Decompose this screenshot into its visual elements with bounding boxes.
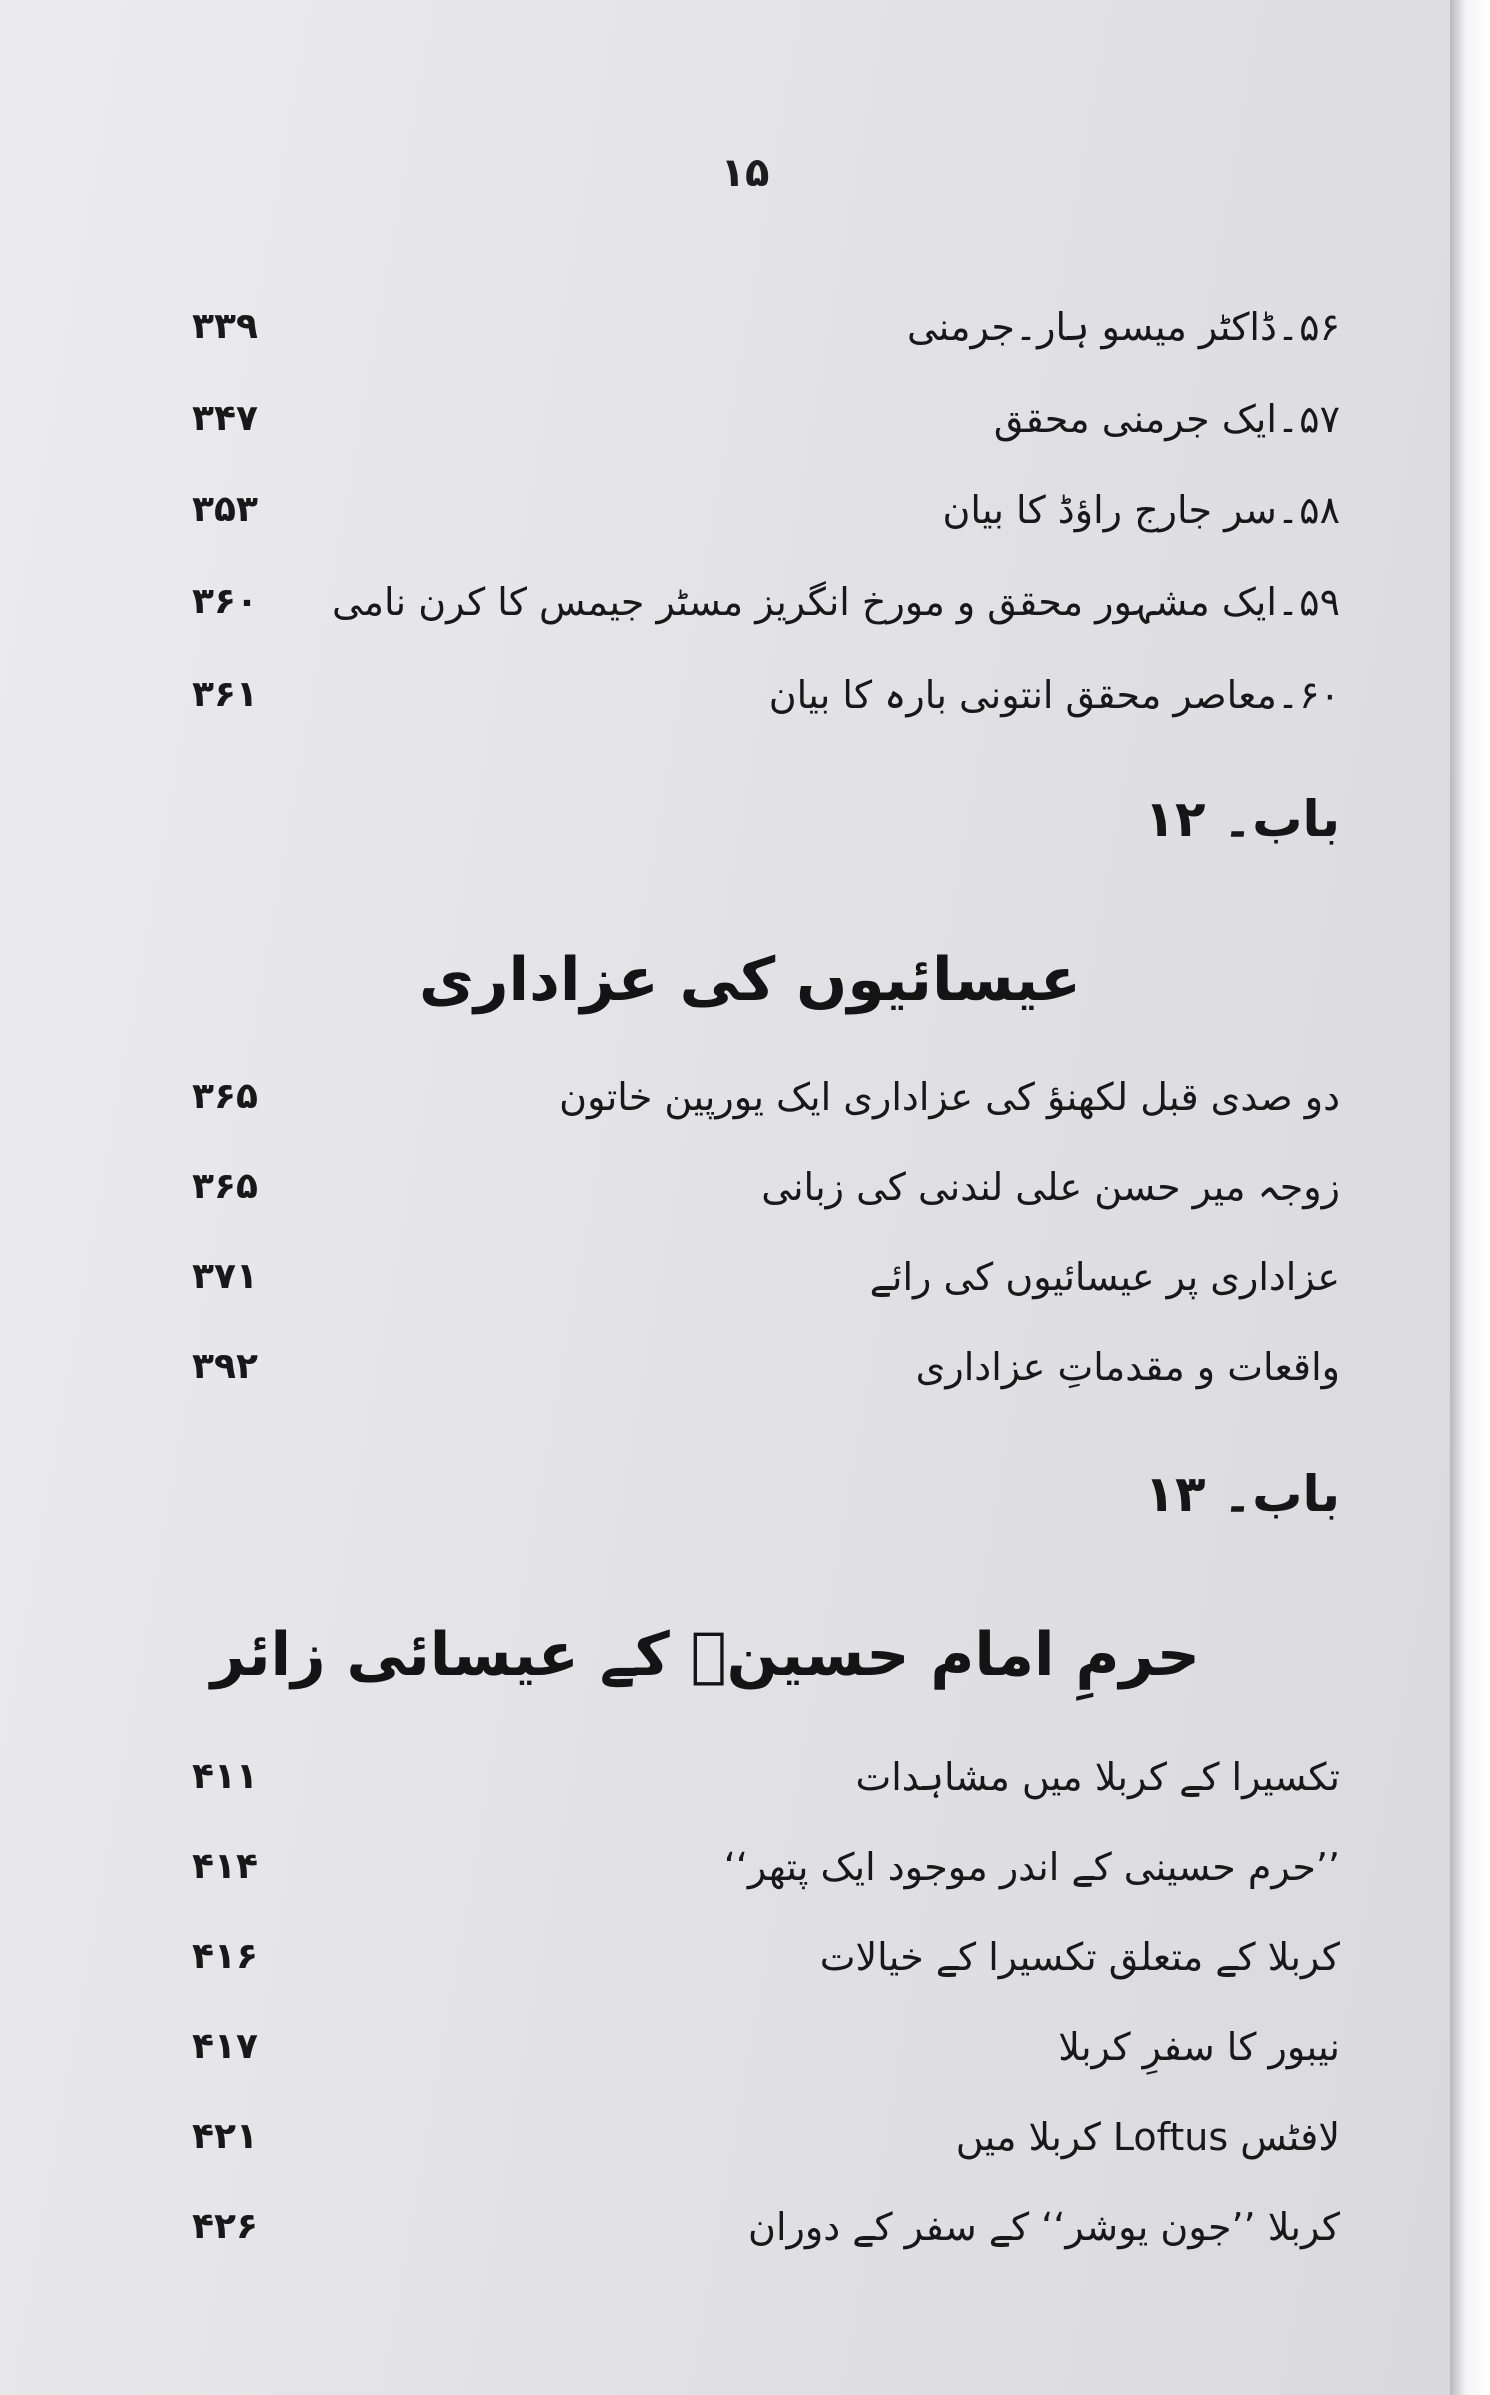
toc-entry-title: ’’حرم حسینی کے اندر موجود ایک پتھر‘‘ — [723, 1845, 1340, 1889]
toc-entry-title: کربلا کے متعلق تکسیرا کے خیالات — [819, 1935, 1340, 1979]
toc-entry-title: تکسیرا کے کربلا میں مشاہدات — [855, 1755, 1340, 1799]
toc-entry-title: ۵۶۔ڈاکٹر میسو ہار۔جرمنی — [906, 305, 1340, 349]
toc-entry-page: ۴۱۴ — [192, 1846, 258, 1887]
toc-entry — [150, 475, 1340, 545]
toc-entry-title: لافٹس Loftus کربلا میں — [955, 2115, 1340, 2159]
toc-entry — [150, 1332, 1340, 1402]
toc-entry — [150, 660, 1340, 730]
toc-entry-title: عزاداری پر عیسائیوں کی رائے — [869, 1255, 1340, 1299]
toc-entry-title: زوجہ میر حسن علی لندنی کی زبانی — [761, 1165, 1340, 1209]
toc-entry-page: ۴۱۷ — [192, 2026, 258, 2067]
toc-entry-title: کربلا ’’جون یوشر‘‘ کے سفر کے دوران — [748, 2205, 1340, 2249]
toc-entry-title: دو صدی قبل لکھنؤ کی عزاداری ایک یورپین خاتون — [559, 1075, 1340, 1119]
toc-entry-page: ۴۱۶ — [192, 1936, 258, 1977]
toc-entry — [150, 1742, 1340, 1812]
toc-entry-title: ۵۷۔ایک جرمنی محقق — [993, 397, 1340, 441]
chapter-heading: عیسائیوں کی عزاداری — [418, 945, 1082, 1015]
toc-entry-page: ۳۶۱ — [192, 674, 258, 715]
toc-entry — [150, 2012, 1340, 2082]
toc-entry-page: ۳۵۳ — [192, 489, 258, 530]
toc-entry-page: ۴۲۱ — [192, 2116, 258, 2157]
toc-entry — [150, 384, 1340, 454]
toc-entry — [150, 1152, 1340, 1222]
page-edge — [1450, 0, 1490, 2395]
toc-entry-page: ۳۹۲ — [192, 1346, 258, 1387]
toc-entry — [150, 1062, 1340, 1132]
toc-entry — [150, 1832, 1340, 1902]
toc-entry-page: ۳۶۰ — [192, 581, 258, 622]
toc-entry-title: ۵۹۔ایک مشہور محقق و مورخ انگریز مسٹر جیمس کا کرن نامی — [331, 580, 1340, 624]
chapter-heading: حرمِ امام حسینؑ کے عیسائی زائر — [210, 1620, 1200, 1690]
toc-entry — [150, 292, 1340, 362]
toc-entry-page: ۴۲۶ — [192, 2206, 258, 2247]
toc-entry-page: ۳۶۵ — [192, 1166, 258, 1207]
toc-entry-title: ۵۸۔سر جارج راؤڈ کا بیان — [942, 488, 1340, 532]
page-number: ۱۵ — [720, 150, 770, 196]
chapter-label: باب۔ ۱۲ — [1144, 790, 1340, 848]
toc-entry-page: ۳۷۱ — [192, 1256, 258, 1297]
toc-entry-page: ۴۱۱ — [192, 1756, 258, 1797]
toc-entry — [150, 2192, 1340, 2262]
chapter-label: باب۔ ۱۳ — [1144, 1465, 1340, 1523]
toc-entry-title: نیبور کا سفرِ کربلا — [1058, 2025, 1340, 2069]
toc-entry — [150, 567, 1340, 637]
toc-entry — [150, 1242, 1340, 1312]
toc-entry — [150, 1922, 1340, 1992]
toc-entry-page: ۳۶۵ — [192, 1076, 258, 1117]
toc-entry-title: واقعات و مقدماتِ عزاداری — [915, 1345, 1340, 1389]
toc-entry — [150, 2102, 1340, 2172]
toc-entry-page: ۳۴۷ — [192, 398, 258, 439]
toc-entry-title: ۶۰۔معاصر محقق انتونی بارہ کا بیان — [768, 673, 1340, 717]
toc-entry-page: ۳۳۹ — [192, 306, 258, 347]
